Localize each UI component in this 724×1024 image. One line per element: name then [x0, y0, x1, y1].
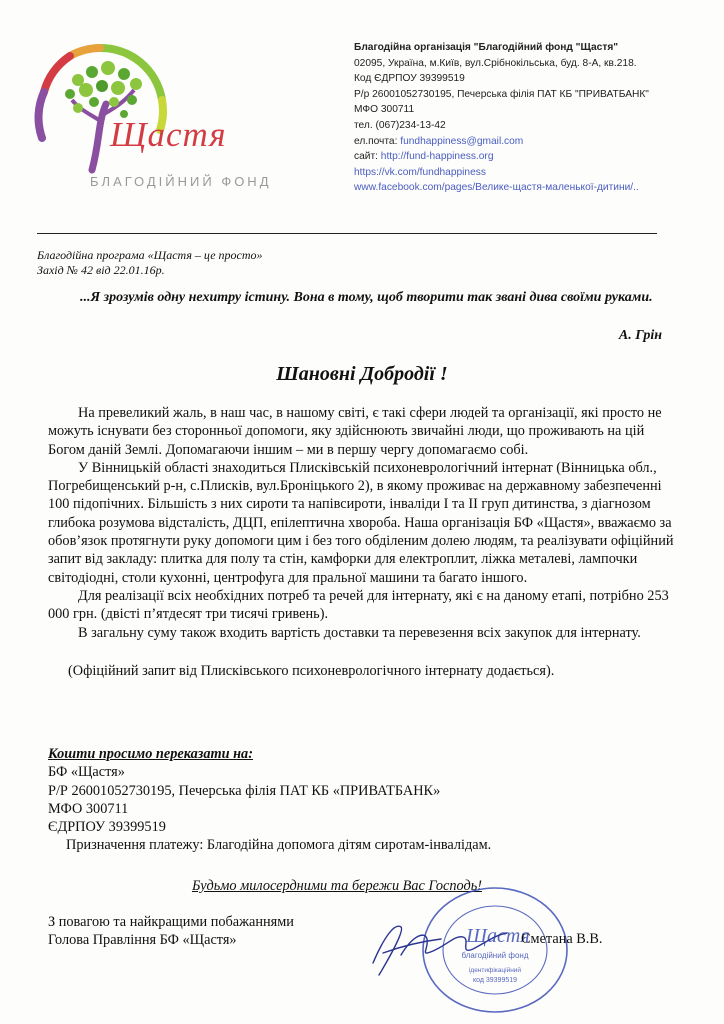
payment-details	[48, 745, 668, 855]
payment-edrpou: ЄДРПОУ 39399519	[48, 819, 166, 836]
epigraph-quote: ...Я зрозумів одну нехитру істину. Вона в тому, щоб творити так звані дива своїми руками.	[80, 290, 653, 305]
vk-link[interactable]: https://vk.com/fundhappiness	[354, 166, 486, 178]
payment-heading: Кошти просимо переказати на:	[48, 746, 253, 762]
header-divider	[37, 233, 657, 234]
event-number: Захід № 42 від 22.01.16р.	[37, 263, 165, 277]
letterhead-contacts	[354, 40, 694, 196]
email-label: ел.почта:	[354, 135, 401, 147]
org-email-row	[354, 134, 694, 150]
org-address: 02095, Україна, м.Київ, вул.Срібнокільська, буд. 8-А, кв.218.	[354, 57, 637, 69]
body-paragraph: На превеликий жаль, в наш час, в нашому світі, є такі сфери людей та організації, які просто не можуть існувати без сторонньої допомоги, яку здійснюють звичайні люди, що проживають на цій Богом даній Землі. Допомагаючи іншим – ми в першу чергу допомагаємо собі.	[48, 405, 662, 458]
stamp-sub: благодійний фонд	[461, 951, 529, 960]
payment-recipient: БФ «Щастя»	[48, 764, 125, 781]
stamp-ident: ідентифікаційний	[468, 967, 522, 974]
attachment-note: (Офіційний запит від Плисківського психоневрологічного інтернату додається).	[68, 662, 555, 679]
program-name: Благодійна програма «Щастя – це просто»	[37, 248, 263, 262]
facebook-link[interactable]: www.facebook.com/pages/Велике-щастя-маленької-дитини/..	[354, 182, 639, 194]
closing-regards: З повагою та найкращими побажаннями	[48, 914, 294, 930]
letter-body	[48, 404, 676, 680]
signer-name: Сметана В.В.	[521, 931, 603, 947]
org-account: Р/р 26001052730195, Печерська філія ПАТ КБ "ПРИВАТБАНК"	[354, 88, 649, 100]
stamp-word: Щастя	[466, 925, 530, 947]
org-phone: тел. (067)234-13-42	[354, 119, 446, 131]
payment-mfo: МФО 300711	[48, 800, 129, 817]
closing-title: Голова Правління БФ «Щастя»	[48, 932, 237, 949]
body-paragraph: В загальну суму також входить вартість доставки та перевезення всіх закупок для інтернату.	[78, 624, 641, 641]
org-edrpou: Код ЄДРПОУ 39399519	[354, 73, 465, 85]
email-link[interactable]: fundhappiness@gmail.com	[400, 135, 524, 147]
logo-wordmark: Щастя	[110, 115, 227, 154]
epigraph-author: А. Грін	[618, 328, 662, 343]
org-mfo: МФО 300711	[354, 104, 415, 116]
blessing-line: Будьмо милосердними та бережи Вас Господь!	[192, 878, 482, 894]
stamp-code: код 39399519	[472, 977, 518, 984]
payment-account: Р/Р 26001052730195, Печерська філія ПАТ КБ «ПРИВАТБАНК»	[48, 782, 441, 799]
payment-purpose: Призначення платежу: Благодійна допомога дітям сиротам-інвалідам.	[66, 837, 492, 854]
program-reference	[37, 248, 263, 278]
site-label: сайт:	[354, 151, 381, 163]
body-paragraph: У Вінницькій області знаходиться Плисківській психоневрологічний інтернат (Вінницька обл., Погребищенський р-н, с.Плисків, вул.Броніцького 2), в якому проживає на державному забезпеченні 100 підопічних. Більшість з них сироти та напівсироти, інваліди І та ІІ груп дитинства, з діагнозом глибока розумова відсталість, ДЦП, епілептична хвороба. Наша організація БФ «Щастя», вважаємо за обов’язок протягнути руку допомоги цим і без того обділеним долею людям, та реалізувати офіційний запит від закладу: плитка для полу та стін, камфорки для електроплит, ліжка металеві, лампочки світодіодні, столи кухонні, центрофуга для пральної машини та багато іншого.	[48, 459, 674, 586]
org-site-row	[354, 149, 694, 165]
salutation: Шановні Добродії !	[276, 363, 448, 385]
body-paragraph: Для реалізації всіх необхідних потреб та речей для інтернату, які є на даному етапі, потрібно 253 000 грн. (двісті п’ятдесят три тисячі гривень).	[48, 587, 669, 623]
org-name: Благодійна організація "Благодійний фонд "Щастя"	[354, 42, 619, 53]
logo-subtitle: БЛАГОДІЙНИЙ ФОНД	[90, 174, 272, 189]
site-link[interactable]: http://fund-happiness.org	[380, 151, 494, 163]
handwritten-signature	[355, 905, 518, 985]
